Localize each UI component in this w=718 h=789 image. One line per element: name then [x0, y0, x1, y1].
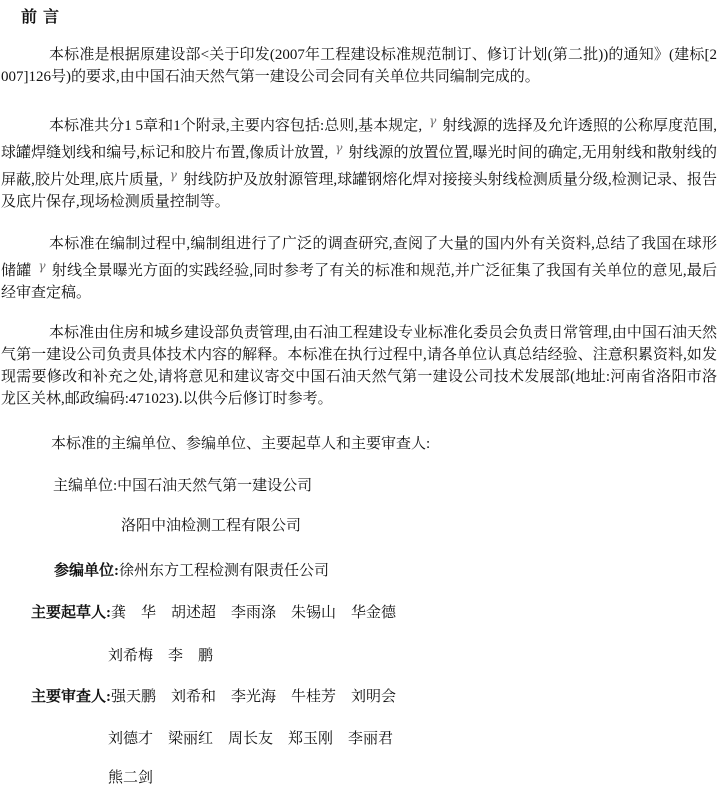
drafters-names-row2: 刘希梅 李 鹏 — [108, 648, 214, 664]
reviewers-line — [31, 686, 717, 708]
chief-editor-unit-value: 中国石油天然气第一建设公司 — [117, 478, 313, 494]
gamma-symbol: γ — [169, 168, 177, 182]
co-editor-unit-value: 徐州东方工程检测有限责任公司 — [119, 563, 330, 579]
paragraph-contents: 本标准共分1 5章和1个附录,主要内容包括:总则,基本规定, $^\gamma$ 射线源的选择及允许透照的公称厚度范围,球罐焊缝划线和编号,标记和胶片布置,像质计放置, $^\gamma$ 射线源的放置位置,曝光时间的确定,无用射线和散射线的屏蔽,胶片处理,底片质量, $^\gamma$ 射线防护及放射源管理,球罐钢熔化焊对接接头射线检测质量分级,检测记录、报告及底片保存,现场检测质量控制等。 — [1, 114, 717, 210]
gamma-symbol: γ — [429, 114, 437, 128]
drafters-line — [31, 602, 717, 624]
paragraph-basis: 本标准是根据原建设部<关于印发(2007年工程建设标准规范制订、修订计划(第二批))的通知》(建标[2007]126号)的要求,由中国石油天然气第一建设公司会同有关单位共同编制完成的。 — [1, 47, 717, 85]
chief-editor-unit-line — [53, 475, 717, 497]
units-intro: 本标准的主编单位、参编单位、主要起草人和主要审查人: — [51, 436, 431, 452]
paragraph-management: 本标准由住房和城乡建设部负责管理,由石油工程建设专业标准化委员会负责日常管理,由中国石油天然气第一建设公司负责具体技术内容的解释。本标准在执行过程中,请各单位认真总结经验、注意积累资料,如发现需要修改和补充之处,请将意见和建议寄交中国石油天然气第一建设公司技术发展部(地址:河南省洛阳市洛龙区关林,邮政编码:471023).以供今后修订时参考。 — [1, 325, 717, 407]
chief-editor-unit-line2: 洛阳中油检测工程有限公司 — [121, 518, 302, 534]
gamma-symbol: γ — [38, 259, 46, 273]
gamma-symbol: γ — [335, 141, 343, 155]
reviewers-names-row2: 刘德才 梁丽红 周长友 郑玉刚 李丽君 — [108, 731, 394, 747]
reviewers-names-row3: 熊二剑 — [108, 770, 154, 786]
paragraph-drafting-process: 本标准在编制过程中,编制组进行了广泛的调查研究,查阅了大量的国内外有关资料,总结了我国在球形储罐 $^\gamma$ 射线全景曝光方面的实践经验,同时参考了有关的标准和规范,并广泛征集了我国有关单位的意见,最后经审查定稿。 — [1, 236, 717, 301]
co-editor-unit-label: 参编单位: — [54, 563, 119, 579]
drafters-names-row1: 龚 华 胡述超 李雨涤 朱锡山 华金德 — [111, 605, 397, 621]
drafters-label: 主要起草人: — [31, 605, 111, 621]
page-title: 前 言 — [21, 9, 61, 26]
chief-editor-unit-label: 主编单位: — [53, 478, 118, 494]
reviewers-label: 主要审查人: — [31, 689, 111, 705]
co-editor-unit-line — [54, 560, 717, 582]
reviewers-names-row1: 强天鹏 刘希和 李光海 牛桂芳 刘明会 — [111, 689, 397, 705]
